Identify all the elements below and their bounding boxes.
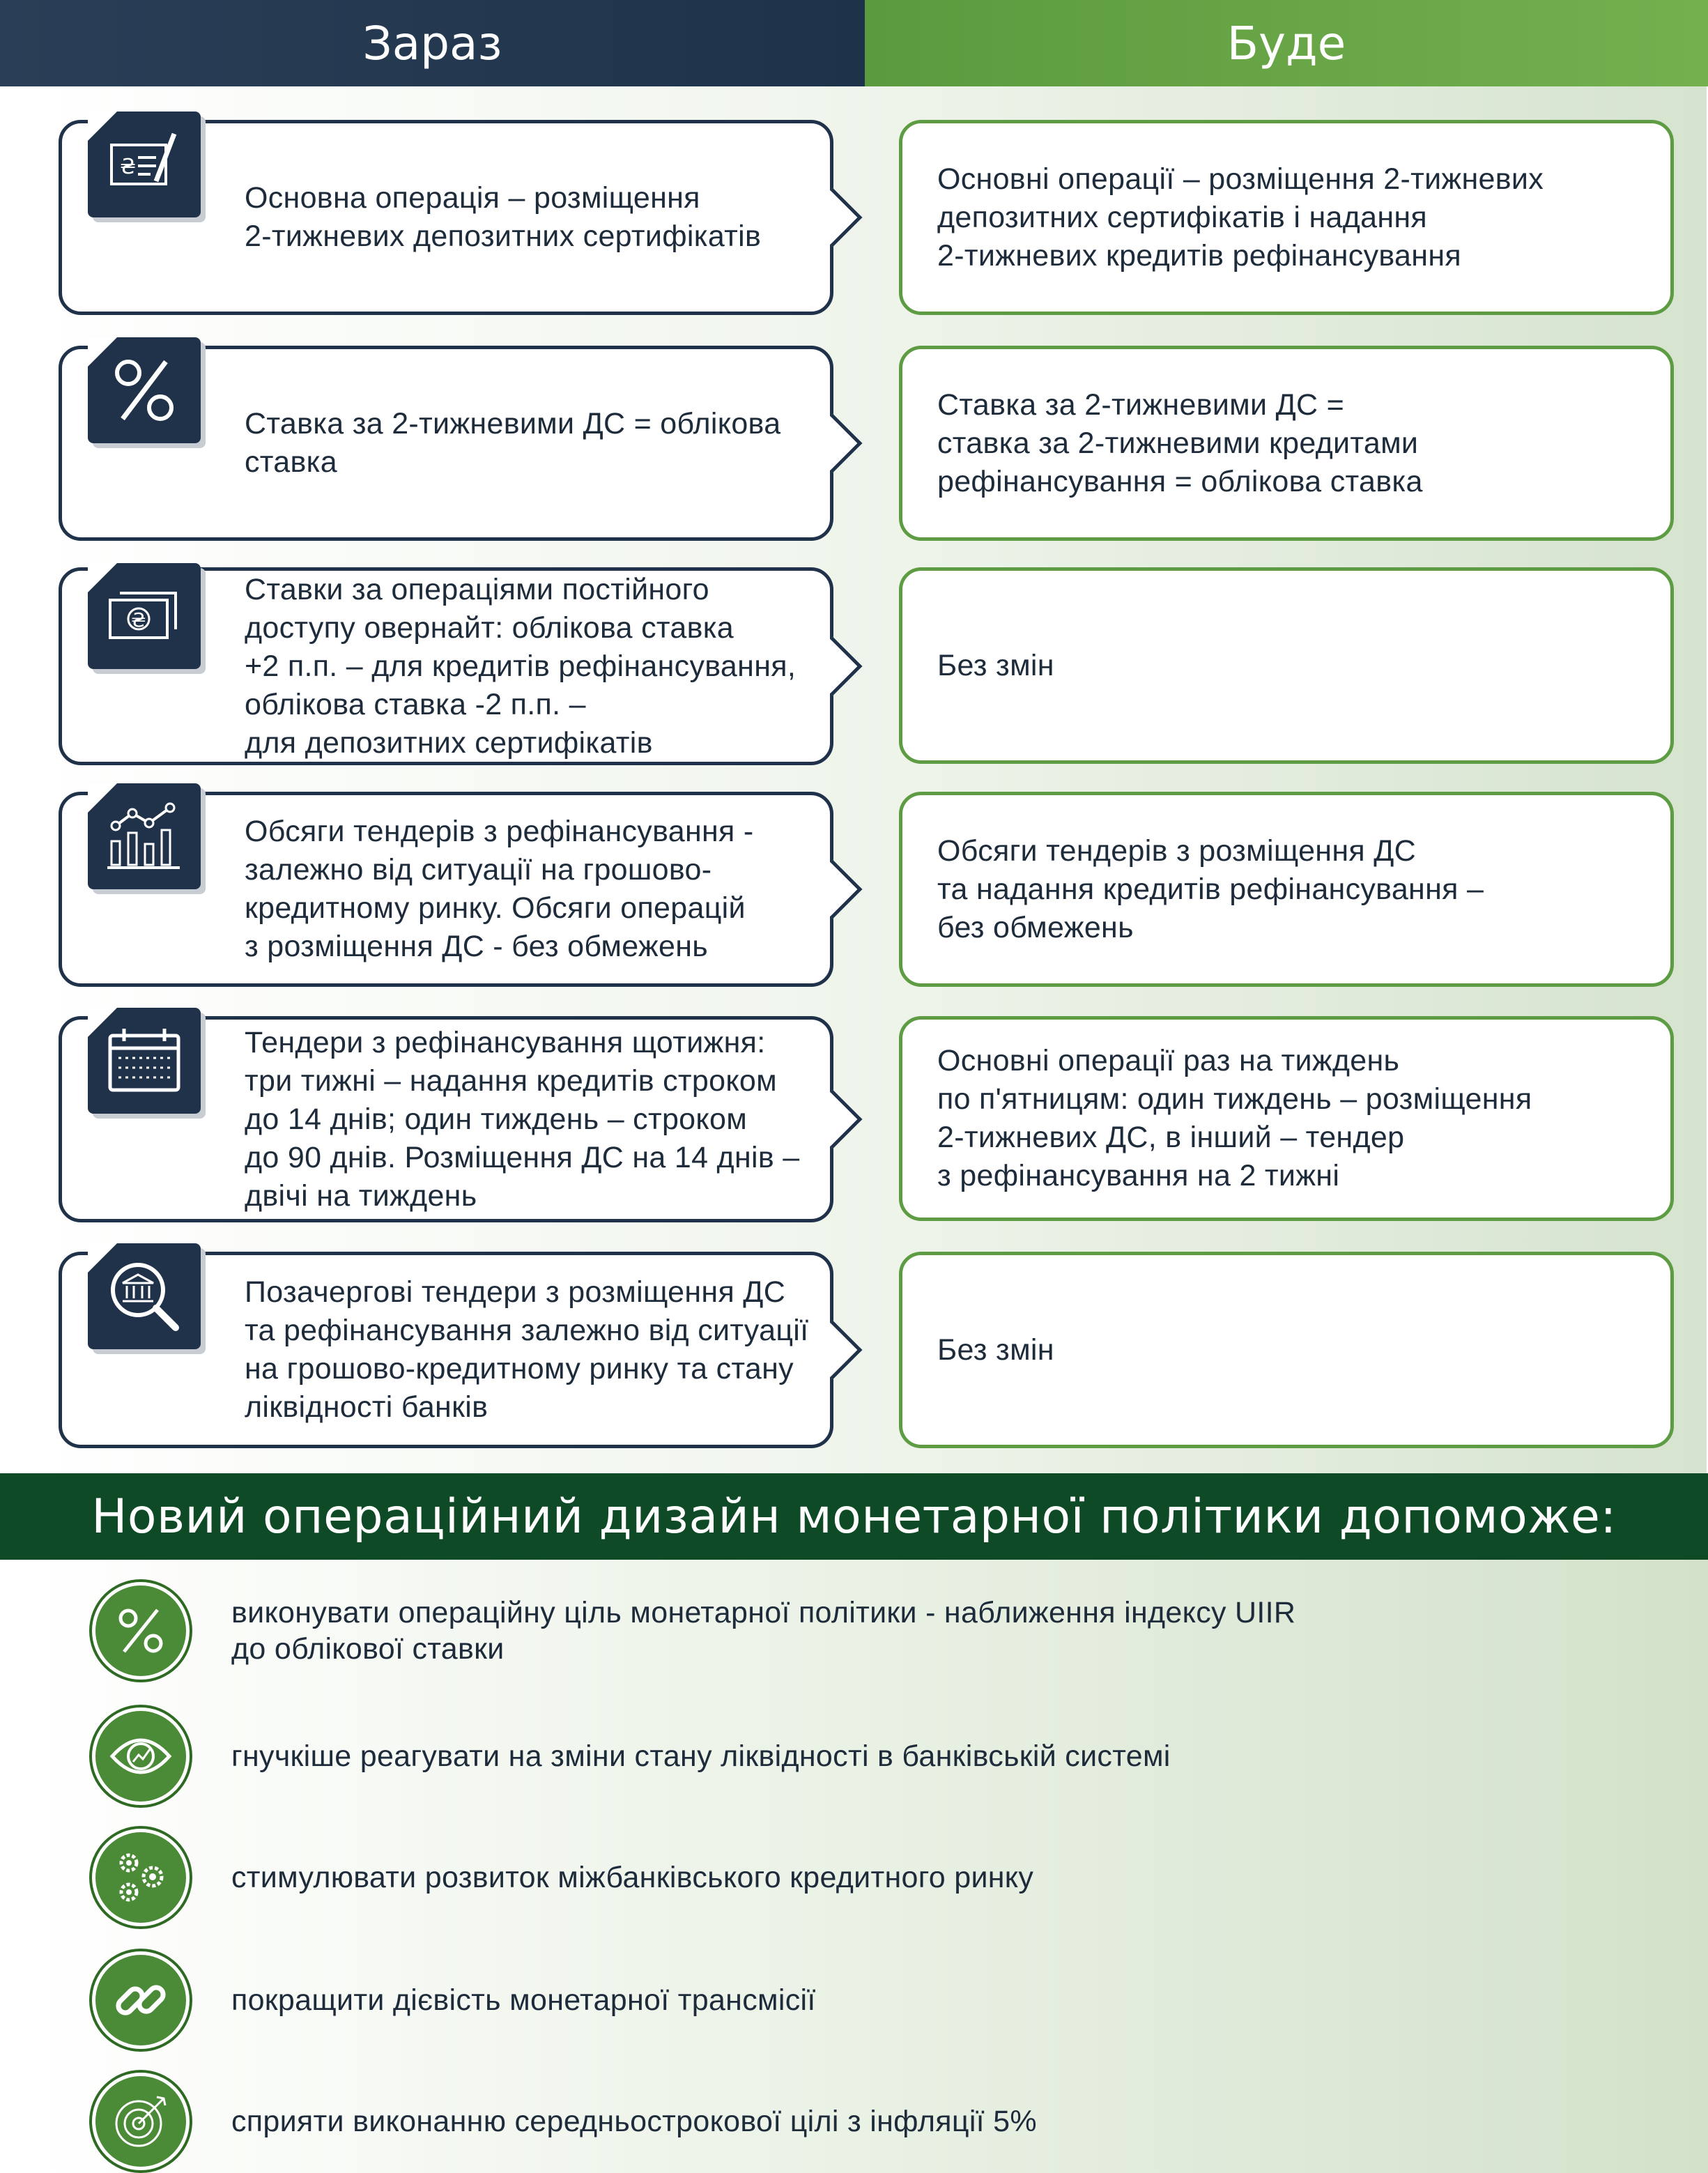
current-item-text: Ставка за 2-тижневими ДС = облікова ставка bbox=[245, 407, 781, 479]
banknote-icon bbox=[88, 563, 201, 669]
benefit-item bbox=[31, 2073, 1708, 2173]
current-item-text: Основна операція – розміщення 2-тижневих депозитних сертифікатів bbox=[245, 181, 762, 253]
calendar-icon bbox=[88, 1008, 201, 1114]
future-item-text: Без змін bbox=[937, 648, 1054, 682]
svg-text:₴: ₴ bbox=[120, 155, 137, 179]
future-item-text: Без змін bbox=[937, 1333, 1054, 1367]
future-item-box bbox=[899, 1016, 1674, 1221]
benefit-item bbox=[31, 1707, 1708, 1812]
header-future bbox=[865, 0, 1708, 86]
benefit-text: сприяти виконанню середньострокової цілі з інфляції 5% bbox=[231, 2105, 1037, 2138]
future-item-text: Основні операції – розміщення 2-тижневих депозитних сертифікатів і надання 2-тижневих кредитів рефінансування bbox=[937, 162, 1544, 272]
percent-icon bbox=[88, 337, 201, 443]
benefit-text: гнучкіше реагувати на зміни стану ліквідності в банківській системі bbox=[231, 1740, 1171, 1773]
header-now-label: Зараз bbox=[362, 16, 502, 70]
header-now bbox=[0, 0, 865, 86]
bar-chart-icon bbox=[88, 783, 201, 889]
gears-icon bbox=[92, 1829, 190, 1926]
bank-search-icon bbox=[88, 1243, 201, 1349]
comparison-section bbox=[31, 86, 1707, 1473]
certificate-pen-icon bbox=[88, 112, 201, 217]
future-item-box bbox=[899, 1252, 1674, 1448]
target-icon bbox=[92, 2073, 190, 2170]
svg-text:₴: ₴ bbox=[131, 608, 146, 631]
benefit-text: стимулювати розвиток міжбанківського кредитного ринку bbox=[231, 1861, 1034, 1894]
current-item-text: Обсяги тендерів з рефінансування - залежно від ситуації на грошово- кредитному ринку. Обсяги операцій з розміщення ДС - без обмежень bbox=[245, 815, 754, 963]
benefit-text: виконувати операційну ціль монетарної політики - наближення індексу UIIR до облікової ставки bbox=[231, 1596, 1296, 1666]
future-item-text: Ставка за 2-тижневими ДС = ставка за 2-тижневими кредитами рефінансування = облікова ставка bbox=[937, 387, 1423, 498]
future-item-box bbox=[899, 120, 1674, 315]
benefits-section bbox=[31, 1560, 1708, 2173]
future-item-text: Основні операції раз на тиждень по п'ятницям: один тиждень – розміщення 2-тижневих ДС, в інший – тендер з рефінансування на 2 тижні bbox=[937, 1044, 1532, 1192]
future-item-box bbox=[899, 792, 1674, 987]
current-item-text: Ставки за операціями постійного доступу овернайт: облікова ставка +2 п.п. – для кредитів рефінансування, облікова ставка -2 п.п. – для депозитних сертифікатів bbox=[245, 572, 797, 760]
benefit-item bbox=[31, 1582, 1708, 1687]
benefits-title: Новий операційний дизайн монетарної політики допоможе: bbox=[91, 1489, 1617, 1544]
chain-link-icon bbox=[92, 1951, 190, 2049]
header-future-label: Буде bbox=[1226, 16, 1346, 70]
current-item-text: Позачергові тендери з розміщення ДС та рефінансування залежно від ситуації на грошово-кредитному ринку та стану ліквідності банків bbox=[245, 1275, 809, 1424]
current-item-text: Тендери з рефінансування щотижня: три тижні – надання кредитів строком до 14 днів; один тиждень – строком до 90 днів. Розміщення ДС на 14 днів – двічі на тиждень bbox=[245, 1025, 800, 1213]
eye-chart-icon bbox=[92, 1707, 190, 1805]
benefit-item bbox=[31, 1951, 1708, 2056]
benefit-item bbox=[31, 1829, 1708, 1933]
future-item-box bbox=[899, 567, 1674, 764]
percent-icon bbox=[92, 1582, 190, 1680]
benefits-title-band bbox=[0, 1473, 1708, 1560]
future-item-text: Обсяги тендерів з розміщення ДС та надання кредитів рефінансування – без обмежень bbox=[937, 834, 1484, 944]
benefit-text: покращити дієвість монетарної трансмісії bbox=[231, 1983, 816, 2017]
future-item-box bbox=[899, 346, 1674, 541]
